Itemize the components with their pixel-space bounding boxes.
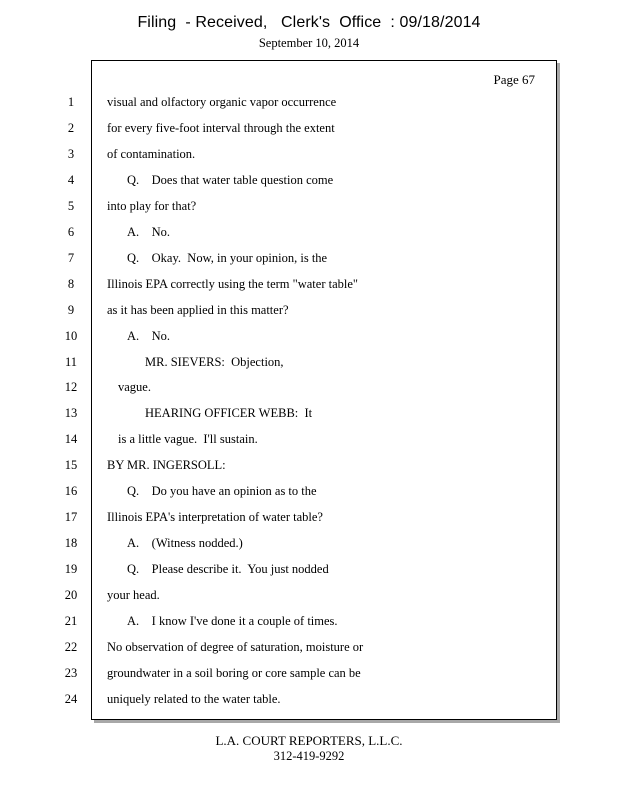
transcript-line-text: into play for that? xyxy=(107,199,197,213)
transcript-line-text: Q. Okay. Now, in your opinion, is the xyxy=(127,251,328,265)
line-number: 24 xyxy=(64,692,78,706)
line-number: 16 xyxy=(64,484,78,498)
line-number: 19 xyxy=(64,562,78,576)
transcript-line-text: vague. xyxy=(118,380,151,394)
transcript-line-text: Q. Do you have an opinion as to the xyxy=(127,484,317,498)
transcript-line-text: Illinois EPA correctly using the term "water table" xyxy=(107,277,359,291)
transcript-line-text: for every five-foot interval through the extent xyxy=(107,121,335,135)
transcript-line-text: visual and olfactory organic vapor occurrence xyxy=(107,95,337,109)
transcript-line-text: is a little vague. I'll sustain. xyxy=(118,432,258,446)
transcript-line-text: HEARING OFFICER WEBB: It xyxy=(145,406,313,420)
transcript-line-text: A. No. xyxy=(127,225,171,239)
transcript-line-text: A. (Witness nodded.) xyxy=(127,536,243,550)
line-number: 11 xyxy=(64,355,78,369)
line-number: 15 xyxy=(64,458,78,472)
line-number: 22 xyxy=(64,640,78,654)
line-number: 4 xyxy=(67,173,75,187)
transcript-line-text: No observation of degree of saturation, moisture or xyxy=(107,640,364,654)
line-number: 20 xyxy=(64,588,78,602)
line-number: 13 xyxy=(64,406,78,420)
line-number: 8 xyxy=(67,277,75,291)
line-number: 6 xyxy=(67,225,75,239)
line-number: 9 xyxy=(67,303,75,317)
transcript-line-text: Q. Does that water table question come xyxy=(127,173,334,187)
reporter-company: L.A. COURT REPORTERS, L.L.C. xyxy=(215,733,403,748)
line-number: 5 xyxy=(67,199,75,213)
transcript-line-text: Illinois EPA's interpretation of water table? xyxy=(107,510,323,524)
line-number: 12 xyxy=(64,380,78,394)
line-number: 14 xyxy=(64,432,78,446)
transcript-line-text: MR. SIEVERS: Objection, xyxy=(145,355,284,369)
reporter-phone: 312-419-9292 xyxy=(273,749,345,763)
transcript-line-text: Q. Please describe it. You just nodded xyxy=(127,562,329,576)
line-number: 3 xyxy=(67,147,75,161)
line-number: 17 xyxy=(64,510,78,524)
line-number: 18 xyxy=(64,536,78,550)
transcript-line-text: uniquely related to the water table. xyxy=(107,692,281,706)
transcript-line-text: your head. xyxy=(107,588,160,602)
hearing-date: September 10, 2014 xyxy=(258,36,360,50)
line-number: 23 xyxy=(64,666,78,680)
transcript-line-text: BY MR. INGERSOLL: xyxy=(107,458,226,472)
transcript-line-text: as it has been applied in this matter? xyxy=(107,303,289,317)
page-number: Page 67 xyxy=(493,72,535,87)
line-number: 10 xyxy=(64,329,78,343)
line-number: 7 xyxy=(67,251,75,265)
transcript-line-text: A. I know I've done it a couple of times. xyxy=(127,614,338,628)
line-number: 1 xyxy=(67,95,75,109)
line-number: 2 xyxy=(67,121,75,135)
transcript-line-text: groundwater in a soil boring or core sample can be xyxy=(107,666,361,680)
transcript-line-text: of contamination. xyxy=(107,147,196,161)
line-number: 21 xyxy=(64,614,78,628)
transcript-line-text: A. No. xyxy=(127,329,171,343)
filing-stamp: Filing - Received, Clerk's Office : 09/18/2014 xyxy=(137,14,481,31)
